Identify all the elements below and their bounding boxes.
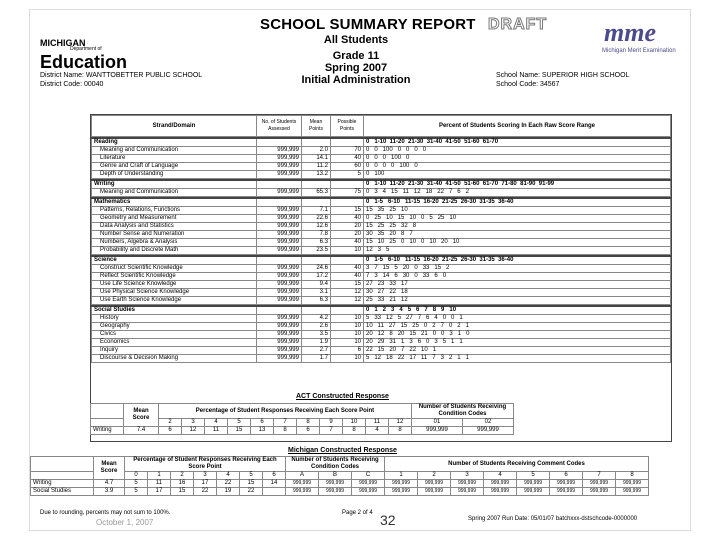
mcr-comment-code: 2 — [418, 472, 451, 480]
act-value: 11 — [205, 427, 228, 435]
draft-watermark: DRAFT — [488, 16, 548, 33]
mcr-comment-value: 999,999 — [385, 480, 418, 488]
mcr-comment-code: 5 — [517, 472, 550, 480]
table-row — [92, 331, 671, 339]
section-spacer — [331, 198, 364, 207]
row-students: 999,999 — [257, 339, 302, 347]
act-value: 12 — [182, 427, 205, 435]
mcr-comment-value: 999,999 — [484, 488, 517, 496]
row-mean: 7.1 — [302, 207, 331, 215]
row-students: 999,999 — [257, 231, 302, 239]
mcr-comment-code: 7 — [583, 472, 616, 480]
report-term: Spring 2007 — [324, 62, 388, 74]
report-subtitle: All Students — [323, 34, 389, 46]
row-percents: 15 10 25 0 10 0 10 20 10 — [364, 239, 671, 247]
act-score-point: 6 — [251, 419, 274, 427]
act-value: 7 — [320, 427, 343, 435]
section-name: Mathematics — [92, 198, 257, 207]
table-row — [92, 171, 671, 179]
section-name: Reading — [92, 138, 257, 147]
row-percents: 7 3 14 6 30 0 33 6 0 — [364, 273, 671, 281]
row-percents: 30 27 22 18 — [364, 289, 671, 297]
row-possible: 10 — [331, 339, 364, 347]
mcr-table — [30, 456, 649, 496]
section-spacer — [302, 138, 331, 147]
rounding-note: Due to rounding, percents may not sum to 100%. — [40, 510, 171, 516]
row-students: 999,999 — [257, 223, 302, 231]
row-mean: 3.1 — [302, 289, 331, 297]
row-mean: 22.6 — [302, 215, 331, 223]
section-spacer — [257, 198, 302, 207]
act-table — [90, 403, 514, 435]
mcr-row-label: Writing — [31, 480, 94, 488]
act-mean-header: Mean Score — [124, 404, 159, 427]
mcr-cond-code: C — [352, 472, 385, 480]
report-grade: Grade 11 — [332, 50, 380, 62]
mcr-cond-value: 999,999 — [319, 480, 352, 488]
section-name: Science — [92, 256, 257, 265]
row-students: 999,999 — [257, 323, 302, 331]
row-percents: 10 11 27 15 25 0 2 7 0 2 1 — [364, 323, 671, 331]
row-possible: 40 — [331, 239, 364, 247]
row-label: Use Earth Science Knowledge — [92, 297, 257, 305]
row-percents: 3 7 15 5 20 0 33 15 2 — [364, 265, 671, 273]
row-percents: 20 29 31 1 3 6 0 3 5 1 1 — [364, 339, 671, 347]
row-students: 999,999 — [257, 297, 302, 305]
table-row — [92, 247, 671, 255]
table-row — [92, 239, 671, 247]
row-possible: 20 — [331, 231, 364, 239]
mcr-comment-value: 999,999 — [418, 480, 451, 488]
row-possible: 70 — [331, 147, 364, 155]
row-mean: 13.2 — [302, 171, 331, 179]
section-ranges: 0 1-10 11-20 21-30 31-40 41-50 51-60 61-70 — [364, 138, 671, 147]
row-possible: 10 — [331, 315, 364, 323]
mcr-comment-value: 999,999 — [385, 488, 418, 496]
row-label: Use Life Science Knowledge — [92, 281, 257, 289]
row-percents: 0 0 0 100 0 — [364, 155, 671, 163]
mcr-comment-value: 999,999 — [616, 480, 649, 488]
section-spacer — [257, 138, 302, 147]
act-score-point: 11 — [366, 419, 389, 427]
mcr-cond-value: 999,999 — [286, 488, 319, 496]
row-students: 999,999 — [257, 347, 302, 355]
section-ranges: 0 1 2 3 4 5 6 7 8 9 10 — [364, 306, 671, 315]
act-value: 15 — [228, 427, 251, 435]
section-spacer — [331, 306, 364, 315]
mcr-title: Michigan Constructed Response — [288, 447, 397, 454]
row-possible: 5 — [331, 171, 364, 179]
row-percents: 20 12 8 20 15 21 0 0 3 1 0 — [364, 331, 671, 339]
row-percents: 0 100 — [364, 171, 671, 179]
col-students: No. of Students Assessed — [257, 116, 302, 137]
row-students: 999,999 — [257, 315, 302, 323]
mcr-value — [263, 488, 286, 496]
row-percents: 0 0 100 0 0 0 0 — [364, 147, 671, 155]
row-label: Probability and Discrete Math — [92, 247, 257, 255]
row-students: 999,999 — [257, 355, 302, 363]
table-row — [31, 480, 649, 488]
row-students: 999,999 — [257, 207, 302, 215]
row-label: Meaning and Communication — [92, 147, 257, 155]
row-possible: 10 — [331, 247, 364, 255]
mcr-value: 22 — [217, 480, 240, 488]
row-label: Construct Scientific Knowledge — [92, 265, 257, 273]
row-students: 999,999 — [257, 331, 302, 339]
table-row — [92, 155, 671, 163]
row-students: 999,999 — [257, 281, 302, 289]
mcr-score-point: 0 — [125, 472, 148, 480]
table-row — [31, 488, 649, 496]
mcr-cond-value: 999,999 — [286, 480, 319, 488]
row-students: 999,999 — [257, 265, 302, 273]
row-label: Discourse & Decision Making — [92, 355, 257, 363]
mcr-comment-code: 6 — [550, 472, 583, 480]
logo-state: MICHIGAN — [40, 38, 86, 48]
table-row — [92, 281, 671, 289]
mcr-cond-value: 999,999 — [352, 488, 385, 496]
mcr-value: 17 — [148, 488, 171, 496]
row-possible: 10 — [331, 355, 364, 363]
mcr-comment-value: 999,999 — [583, 488, 616, 496]
row-label: Civics — [92, 331, 257, 339]
row-mean: 7.8 — [302, 231, 331, 239]
row-possible: 6 — [331, 347, 364, 355]
row-possible: 20 — [331, 223, 364, 231]
table-row — [92, 347, 671, 355]
row-mean: 17.2 — [302, 273, 331, 281]
table-row — [92, 273, 671, 281]
table-row — [92, 297, 671, 305]
row-mean: 2.0 — [302, 147, 331, 155]
act-score-point: 4 — [205, 419, 228, 427]
row-students: 999,999 — [257, 155, 302, 163]
row-label: Inquiry — [92, 347, 257, 355]
row-mean: 2.6 — [302, 323, 331, 331]
mcr-value: 14 — [263, 480, 286, 488]
district-name: District Name: WANTTOBETTER PUBLIC SCHOOL — [40, 72, 203, 79]
date-overlay: October 1, 2007 — [96, 518, 154, 527]
row-label: Geometry and Measurement — [92, 215, 257, 223]
row-label: Geography — [92, 323, 257, 331]
act-score-point: 10 — [343, 419, 366, 427]
mcr-value: 19 — [217, 488, 240, 496]
row-mean: 6.3 — [302, 239, 331, 247]
act-code: 01 — [412, 419, 463, 427]
row-mean: 1.9 — [302, 339, 331, 347]
table-row — [92, 265, 671, 273]
act-mean: 7.4 — [124, 427, 159, 435]
table-row — [92, 163, 671, 171]
mcr-value: 5 — [125, 488, 148, 496]
table-row — [92, 355, 671, 363]
row-percents: 5 33 12 5 27 7 6 4 0 0 1 — [364, 315, 671, 323]
row-percents: 15 35 25 10 — [364, 207, 671, 215]
mcr-mean-header: Mean Score — [94, 457, 125, 480]
section-spacer — [302, 256, 331, 265]
act-score-point: 3 — [182, 419, 205, 427]
act-value: 8 — [389, 427, 412, 435]
run-info: Spring 2007 Run Date: 05/01/07 batchxxx-dstschcode-0000000 — [468, 516, 638, 522]
row-students: 999,999 — [257, 239, 302, 247]
section-spacer — [302, 306, 331, 315]
mcr-comment-code: 4 — [484, 472, 517, 480]
logo-education: Education — [40, 52, 128, 72]
row-label: Reflect Scientific Knowledge — [92, 273, 257, 281]
row-label: Genre and Craft of Language — [92, 163, 257, 171]
row-mean: 14.1 — [302, 155, 331, 163]
mcr-comment-value: 999,999 — [451, 488, 484, 496]
table-row — [92, 189, 671, 197]
mcr-score-point: 6 — [263, 472, 286, 480]
act-value: 6 — [297, 427, 320, 435]
mcr-cond-value: 999,999 — [352, 480, 385, 488]
mcr-cond-header: Number of Students Receiving Condition Codes — [286, 457, 385, 472]
row-possible: 10 — [331, 323, 364, 331]
row-possible: 15 — [331, 281, 364, 289]
row-students: 999,999 — [257, 289, 302, 297]
mcr-comment-value: 999,999 — [616, 488, 649, 496]
row-mean: 3.5 — [302, 331, 331, 339]
row-label: Meaning and Communication — [92, 189, 257, 197]
mme-logo: mme — [604, 18, 656, 47]
row-possible: 40 — [331, 265, 364, 273]
mcr-comment-value: 999,999 — [550, 488, 583, 496]
school-name: School Name: SUPERIOR HIGH SCHOOL — [496, 72, 630, 79]
act-value: 8 — [274, 427, 297, 435]
act-value: 4 — [366, 427, 389, 435]
row-percents: 27 23 33 17 — [364, 281, 671, 289]
row-possible: 40 — [331, 155, 364, 163]
table-row — [92, 207, 671, 215]
row-mean: 1.7 — [302, 355, 331, 363]
col-possible: Possible Points — [331, 116, 364, 137]
report-admin: Initial Administration — [301, 74, 411, 86]
row-percents: 5 12 18 22 17 11 7 3 2 1 1 — [364, 355, 671, 363]
row-mean: 24.6 — [302, 265, 331, 273]
row-possible: 60 — [331, 163, 364, 171]
mme-logo-subtitle: Michigan Merit Examination — [602, 48, 676, 54]
row-possible: 10 — [331, 331, 364, 339]
col-percent: Percent of Students Scoring In Each Raw Score Range — [364, 116, 671, 137]
report-page — [30, 10, 690, 530]
row-students: 999,999 — [257, 273, 302, 281]
table-row — [92, 323, 671, 331]
act-score-point: 9 — [320, 419, 343, 427]
row-label: Use Physical Science Knowledge — [92, 289, 257, 297]
row-percents: 30 35 20 8 7 — [364, 231, 671, 239]
mcr-comment-value: 999,999 — [583, 480, 616, 488]
mcr-value: 22 — [194, 488, 217, 496]
act-code: 02 — [463, 419, 514, 427]
row-possible: 40 — [331, 273, 364, 281]
mcr-comment-code: 3 — [451, 472, 484, 480]
row-percents: 0 0 0 0 100 0 — [364, 163, 671, 171]
act-value: 13 — [251, 427, 274, 435]
section-spacer — [257, 180, 302, 189]
table-row — [92, 223, 671, 231]
act-value: 6 — [159, 427, 182, 435]
mcr-comment-value: 999,999 — [484, 480, 517, 488]
mcr-comment-value: 999,999 — [418, 488, 451, 496]
row-mean: 65.3 — [302, 189, 331, 197]
row-label: Number Sense and Numeration — [92, 231, 257, 239]
mcr-score-point: 3 — [194, 472, 217, 480]
act-score-point: 2 — [159, 419, 182, 427]
row-students: 999,999 — [257, 247, 302, 255]
mcr-comment-value: 999,999 — [550, 480, 583, 488]
table-row — [92, 215, 671, 223]
row-mean: 23.5 — [302, 247, 331, 255]
act-score-point: 7 — [274, 419, 297, 427]
act-score-point: 12 — [389, 419, 412, 427]
row-students: 999,999 — [257, 147, 302, 155]
mcr-score-point: 5 — [240, 472, 263, 480]
row-mean: 11.2 — [302, 163, 331, 171]
section-ranges: 0 1-10 11-20 21-30 31-40 41-50 51-60 61-70 71-80 81-90 91-99 — [364, 180, 671, 189]
row-percents: 22 15 20 7 22 10 1 — [364, 347, 671, 355]
mcr-value: 15 — [171, 488, 194, 496]
report-title: SCHOOL SUMMARY REPORT — [260, 16, 476, 33]
mcr-value: 11 — [148, 480, 171, 488]
section-spacer — [257, 306, 302, 315]
section-spacer — [302, 198, 331, 207]
act-score-point: 5 — [228, 419, 251, 427]
row-label: Data Analysis and Statistics — [92, 223, 257, 231]
mcr-cond-code: A — [286, 472, 319, 480]
row-mean: 9.4 — [302, 281, 331, 289]
act-code-value: 999,999 — [463, 427, 514, 435]
row-label: Economics — [92, 339, 257, 347]
school-code: School Code: 34567 — [496, 81, 560, 88]
mcr-comment-code: 8 — [616, 472, 649, 480]
row-percents: 25 33 21 12 — [364, 297, 671, 305]
table-row — [92, 231, 671, 239]
mcr-pct-header: Percentage of Student Responses Receiving Each Score Point — [125, 457, 286, 472]
row-students: 999,999 — [257, 189, 302, 197]
row-percents: 0 25 10 15 10 0 5 25 10 — [364, 215, 671, 223]
row-mean: 4.2 — [302, 315, 331, 323]
row-students: 999,999 — [257, 171, 302, 179]
row-label: History — [92, 315, 257, 323]
section-spacer — [302, 180, 331, 189]
mcr-comment-value: 999,999 — [517, 480, 550, 488]
strand-sections — [91, 137, 671, 363]
row-possible: 75 — [331, 189, 364, 197]
mcr-score-point: 4 — [217, 472, 240, 480]
row-possible: 12 — [331, 297, 364, 305]
section-name: Social Studies — [92, 306, 257, 315]
mcr-score-point: 1 — [148, 472, 171, 480]
act-row-label: Writing — [91, 427, 124, 435]
section-spacer — [331, 138, 364, 147]
logo-dept: Department of — [70, 46, 102, 52]
mcr-comment-code: 1 — [385, 472, 418, 480]
table-row — [92, 339, 671, 347]
mcr-comment-value: 999,999 — [517, 488, 550, 496]
row-label: Patterns, Relations, Functions — [92, 207, 257, 215]
row-possible: 15 — [331, 207, 364, 215]
row-label: Numbers, Algebra & Analysis — [92, 239, 257, 247]
row-mean: 2.7 — [302, 347, 331, 355]
row-label: Depth of Understanding — [92, 171, 257, 179]
section-spacer — [257, 256, 302, 265]
row-label: Literature — [92, 155, 257, 163]
section-spacer — [331, 180, 364, 189]
mcr-comment-value: 999,999 — [451, 480, 484, 488]
act-score-point: 8 — [297, 419, 320, 427]
mcr-mean: 4.7 — [94, 480, 125, 488]
act-code-value: 999,999 — [412, 427, 463, 435]
table-row — [92, 315, 671, 323]
mcr-row-label: Social Studies — [31, 488, 94, 496]
section-ranges: 0 1-5 6-10 11-15 16-20 21-25 26-30 31-35 36-40 — [364, 256, 671, 265]
mcr-cond-value: 999,999 — [319, 488, 352, 496]
section-name: Writing — [92, 180, 257, 189]
mcr-score-point: 2 — [171, 472, 194, 480]
section-spacer — [331, 256, 364, 265]
act-value: 8 — [343, 427, 366, 435]
mcr-value: 16 — [171, 480, 194, 488]
table-row — [92, 147, 671, 155]
row-percents: 0 3 4 15 11 12 18 22 7 6 2 — [364, 189, 671, 197]
row-students: 999,999 — [257, 163, 302, 171]
table-row — [92, 289, 671, 297]
section-ranges: 0 1-5 6-10 11-15 16-20 21-25 26-30 31-35 36-40 — [364, 198, 671, 207]
row-possible: 12 — [331, 289, 364, 297]
mcr-value: 15 — [240, 480, 263, 488]
mcr-comment-header: Number of Students Receiving Comment Codes — [385, 457, 649, 472]
row-percents: 12 3 5 — [364, 247, 671, 255]
mcr-value: 5 — [125, 480, 148, 488]
district-code: District Code: 00040 — [40, 81, 104, 88]
row-possible: 40 — [331, 215, 364, 223]
page-number: Page 2 of 4 — [342, 510, 373, 516]
mcr-value: 17 — [194, 480, 217, 488]
act-pct-header: Percentage of Student Responses Receiving Each Score Point — [159, 404, 412, 419]
col-strand: Strand/Domain — [92, 116, 257, 137]
act-cond-header: Number of Students Receiving Condition Codes — [412, 404, 514, 419]
act-title: ACT Constructed Response — [296, 393, 389, 400]
row-percents: 15 25 25 32 8 — [364, 223, 671, 231]
col-mean: Mean Points — [302, 116, 331, 137]
mcr-cond-code: B — [319, 472, 352, 480]
mcr-value: 22 — [240, 488, 263, 496]
row-mean: 12.6 — [302, 223, 331, 231]
slide-number: 32 — [380, 512, 396, 528]
mcr-mean: 3.9 — [94, 488, 125, 496]
row-students: 999,999 — [257, 215, 302, 223]
row-mean: 6.3 — [302, 297, 331, 305]
